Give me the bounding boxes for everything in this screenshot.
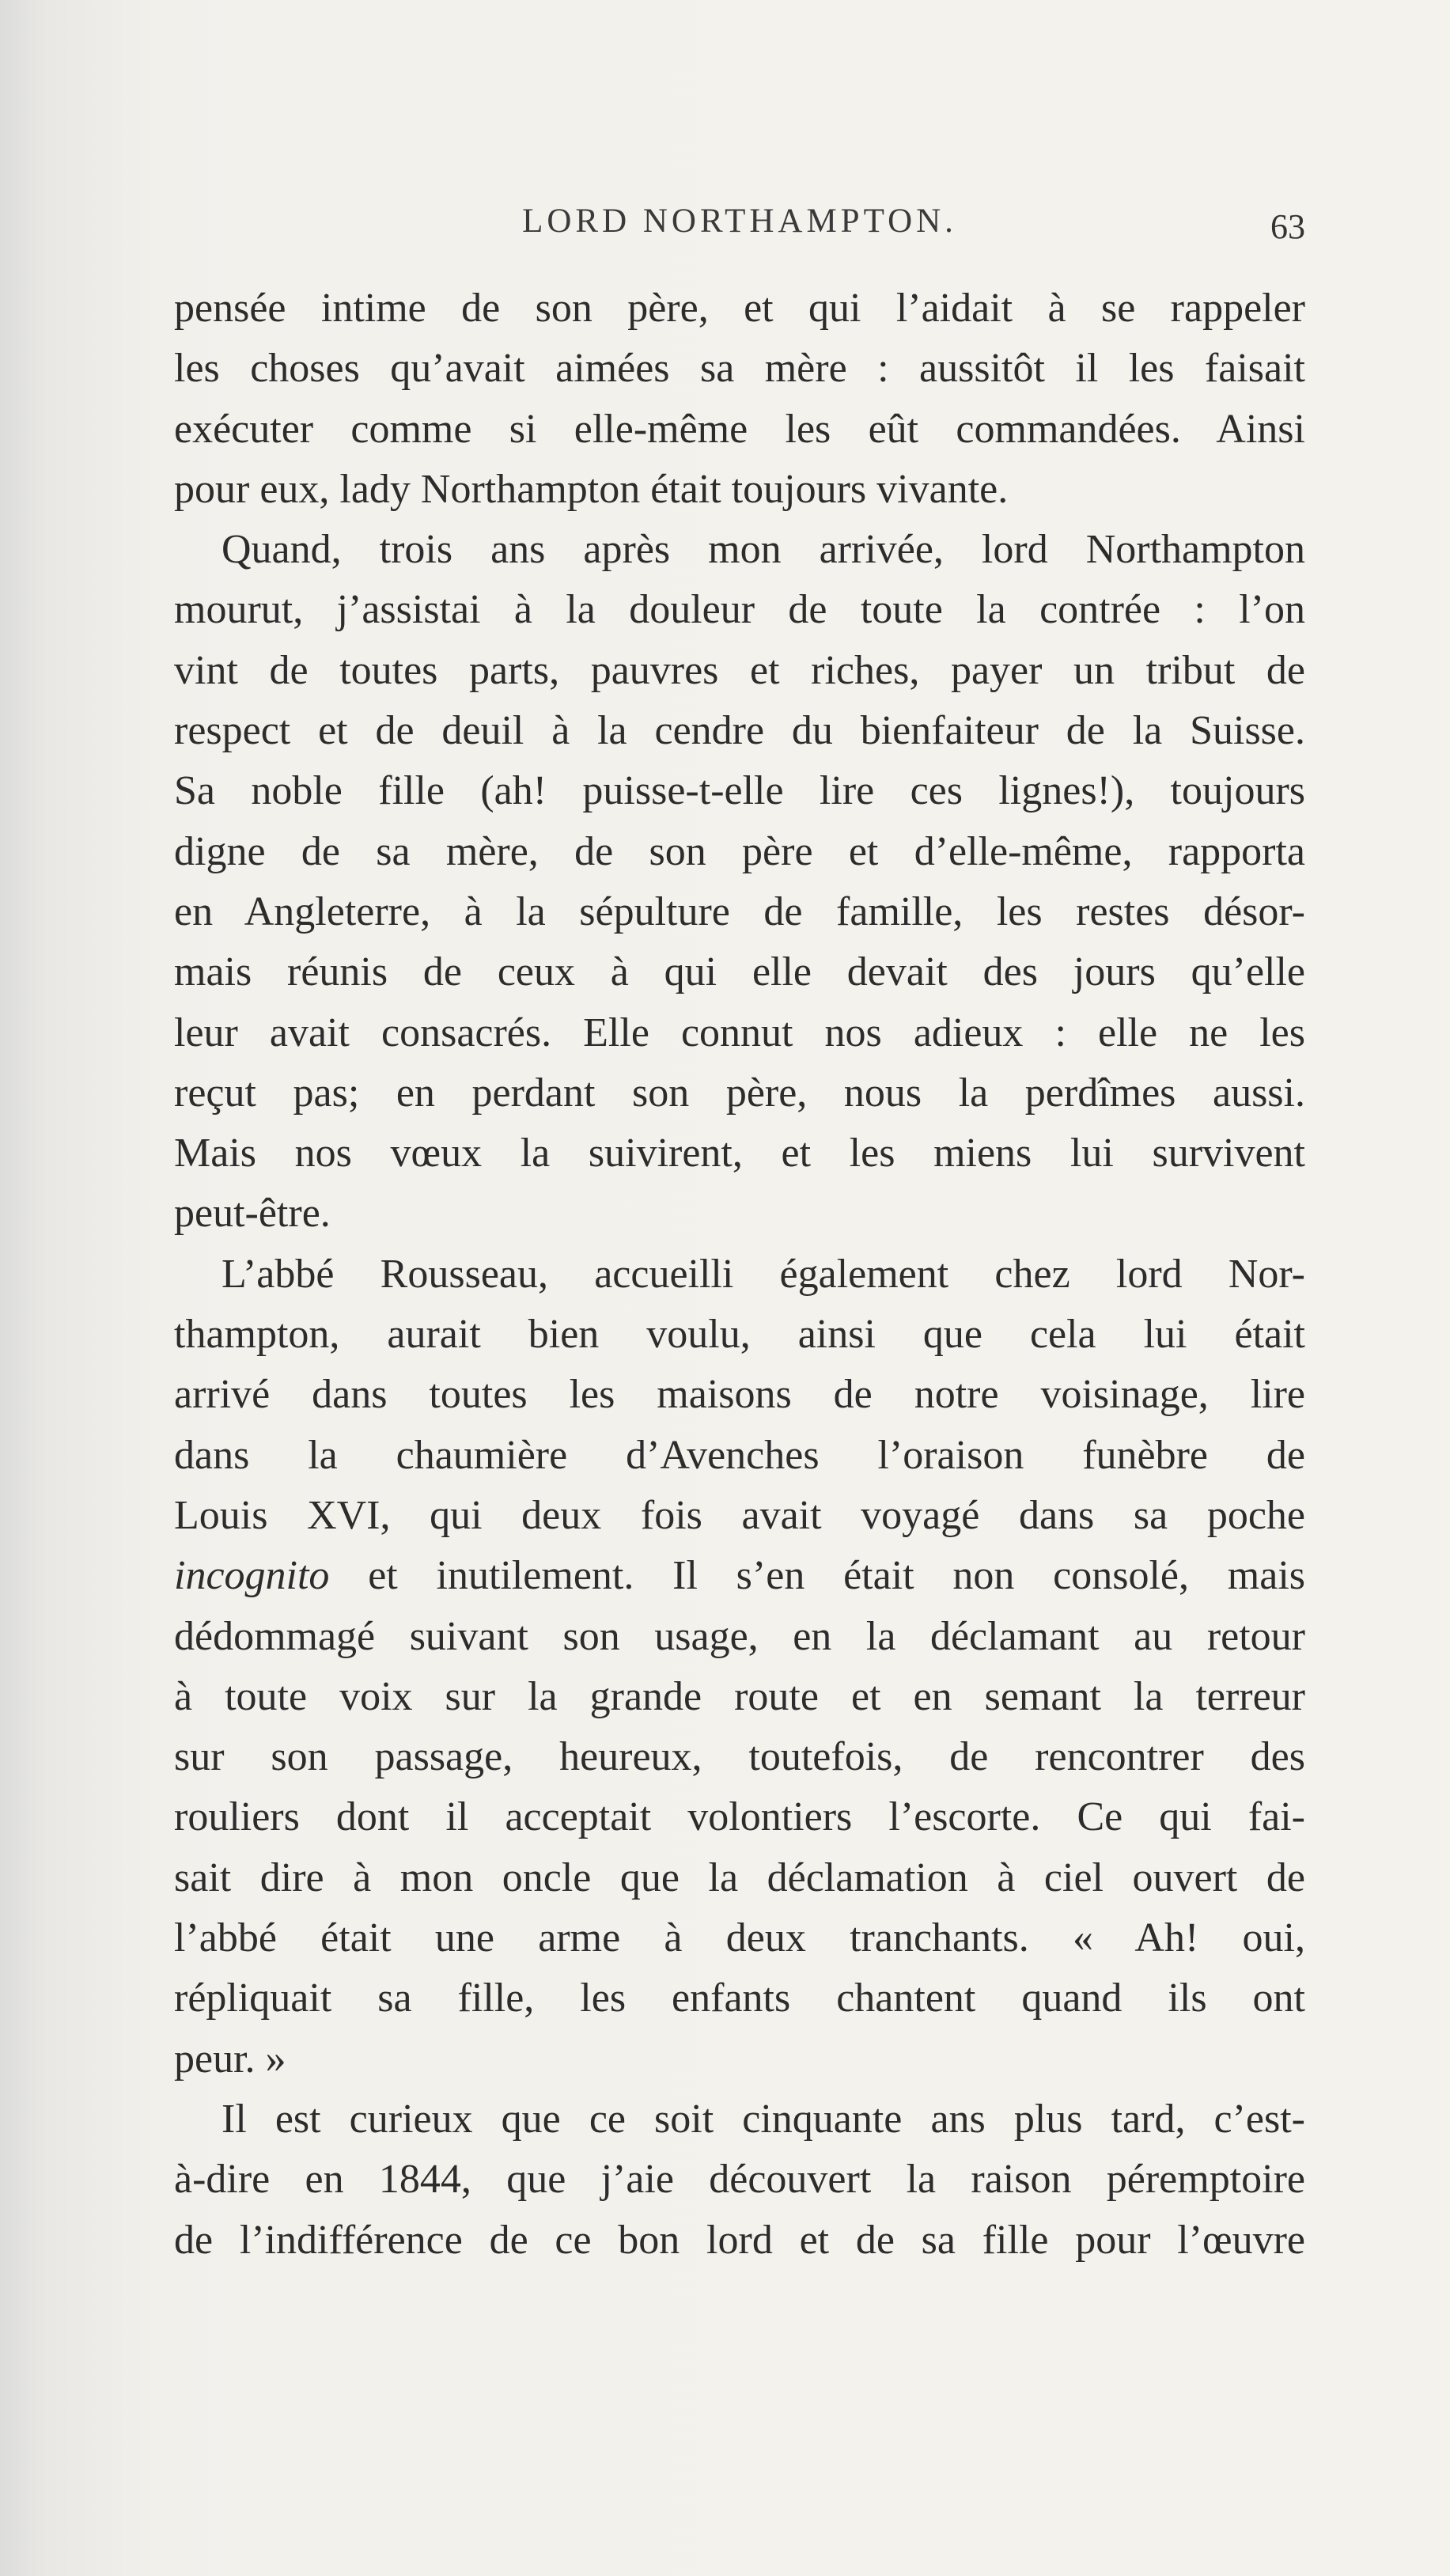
- paragraph-2: [174, 520, 1305, 1244]
- text-line: à toute voix sur la grande route et en semant la terreur: [174, 1673, 1305, 1719]
- text-line: L’abbé Rousseau, accueilli également chez lord Nor-: [221, 1251, 1305, 1297]
- text-line: mais réunis de ceux à qui elle devait des jours qu’elle: [174, 949, 1305, 995]
- text-line: rouliers dont il acceptait volontiers l’escorte. Ce qui fai-: [174, 1794, 1305, 1840]
- text-line: peur. »: [174, 2036, 286, 2082]
- text-line: à-dire en 1844, que j’aie découvert la raison péremptoire: [174, 2157, 1305, 2203]
- text-line: thampton, aurait bien voulu, ainsi que cela lui était: [174, 1312, 1305, 1358]
- text-line: sur son passage, heureux, toutefois, de rencontrer des: [174, 1734, 1305, 1780]
- text-line: répliquait sa fille, les enfants chantent quand ils ont: [174, 1976, 1305, 2021]
- text-line: en Angleterre, à la sépulture de famille, les restes désor-: [174, 888, 1305, 934]
- text-line: dans la chaumière d’Avenches l’oraison funèbre de: [174, 1432, 1305, 1478]
- text-line: Louis XVI, qui deux fois avait voyagé dans sa poche: [174, 1492, 1305, 1538]
- text-line: de l’indifférence de ce bon lord et de sa fille pour l’œuvre: [174, 2217, 1305, 2263]
- text-line: pour eux, lady Northampton était toujours vivante.: [174, 466, 1009, 512]
- text-line: les choses qu’avait aimées sa mère : aussitôt il les faisait: [174, 346, 1305, 392]
- italic-word: incognito: [174, 1553, 330, 1599]
- text-line: pensée intime de son père, et qui l’aidait à se rappeler: [174, 286, 1305, 331]
- text-line: Mais nos vœux la suivirent, et les miens lui survivent: [174, 1131, 1305, 1176]
- page-number: 63: [1270, 207, 1305, 246]
- text-line: sait dire à mon oncle que la déclamation à ciel ouvert de: [174, 1854, 1305, 1900]
- text-line: Quand, trois ans après mon arrivée, lord Northampton: [221, 527, 1305, 573]
- text-line: vint de toutes parts, pauvres et riches, payer un tribut de: [174, 647, 1305, 693]
- line-rest: et inutilement. Il s’en était non consolé, mais: [329, 1553, 1305, 1599]
- text-line: exécuter comme si elle-même les eût commandées. Ainsi: [174, 406, 1305, 452]
- running-head: [174, 202, 1305, 257]
- paragraph-3: [174, 1244, 1305, 2089]
- text-line-with-italic: [174, 1546, 1305, 1606]
- paragraph-4: [174, 2089, 1305, 2271]
- text-line: Il est curieux que ce soit cinquante ans plus tard, c’est-: [221, 2096, 1305, 2142]
- text-line: reçut pas; en perdant son père, nous la perdîmes aussi.: [174, 1070, 1305, 1116]
- paragraph-1: [174, 278, 1305, 520]
- text-line: respect et de deuil à la cendre du bienfaiteur de la Suisse.: [174, 708, 1305, 754]
- running-title: LORD NORTHAMPTON.: [522, 203, 957, 240]
- text-line: Sa noble fille (ah! puisse-t-elle lire ces lignes!), toujours: [174, 768, 1305, 814]
- text-line: l’abbé était une arme à deux tranchants. « Ah! oui,: [174, 1915, 1305, 1961]
- body-text: [174, 278, 1305, 2271]
- text-line: leur avait consacrés. Elle connut nos adieux : elle ne les: [174, 1010, 1305, 1055]
- text-line: digne de sa mère, de son père et d’elle-même, rapporta: [174, 828, 1305, 874]
- text-line: peut-être.: [174, 1191, 331, 1237]
- text-line: mourut, j’assistai à la douleur de toute la contrée : l’on: [174, 587, 1305, 633]
- text-line: dédommagé suivant son usage, en la déclamant au retour: [174, 1613, 1305, 1659]
- text-line: arrivé dans toutes les maisons de notre voisinage, lire: [174, 1372, 1305, 1418]
